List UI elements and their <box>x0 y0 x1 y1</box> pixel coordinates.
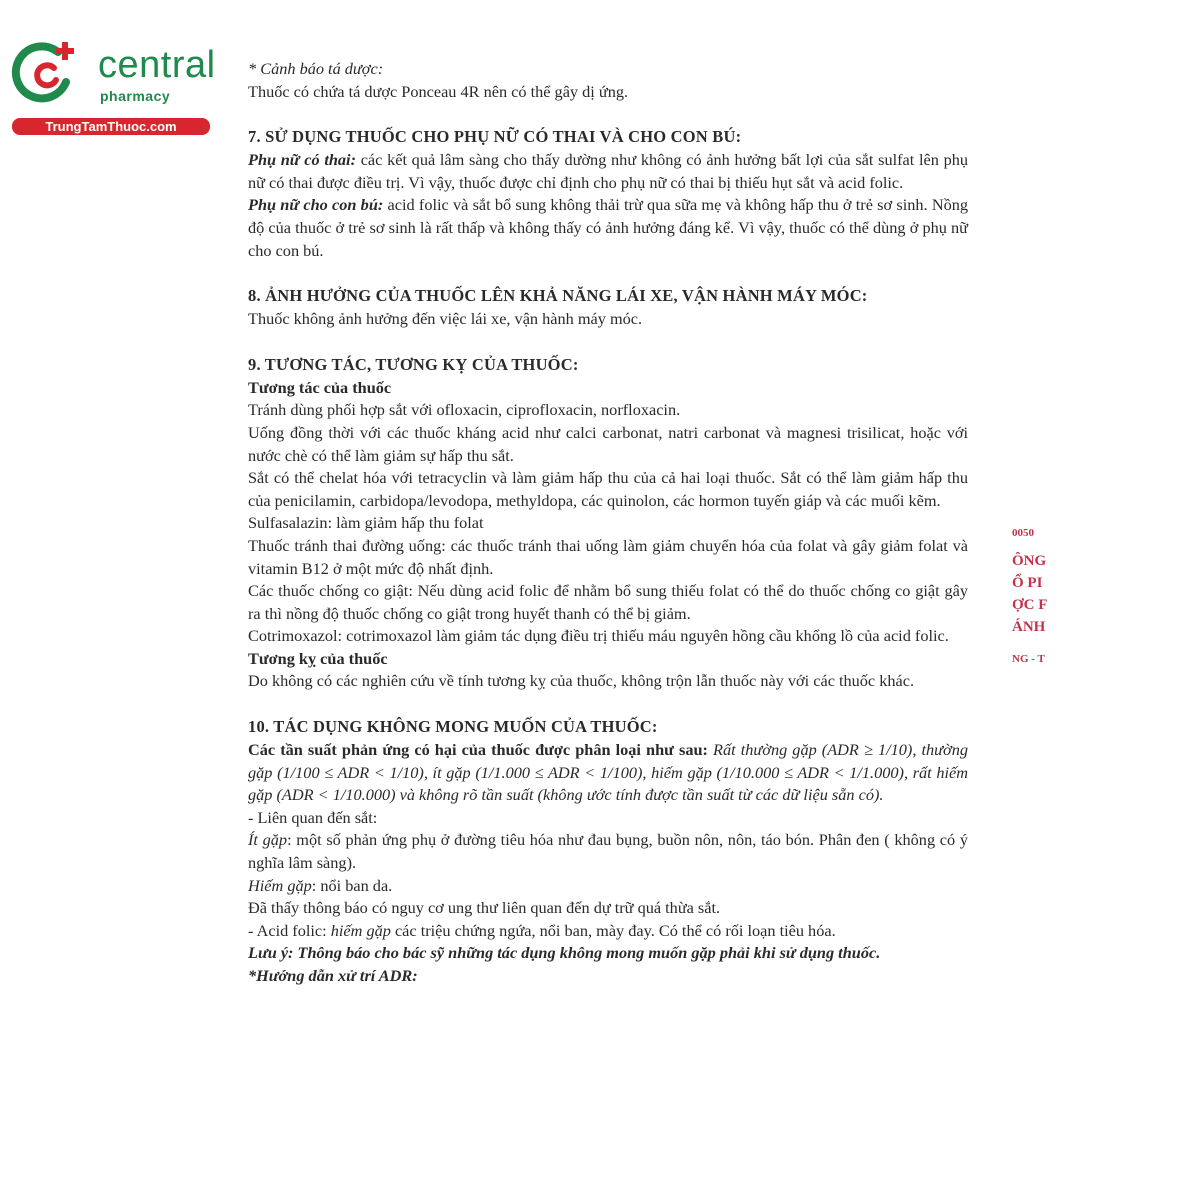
interaction-paragraph: Thuốc tránh thai đường uống: các thuốc tránh thai uống làm giảm chuyển hóa của folat và gây giảm folat và vitamin B12 ở một mức độ nhất định. <box>248 535 968 578</box>
official-stamp-fragment <box>1012 522 1052 682</box>
adr-handling-title: *Hướng dẫn xử trí ADR: <box>248 966 418 985</box>
pharmacy-cross-logo-icon <box>10 38 78 106</box>
incompatibility-subheading: Tương kỵ của thuốc <box>248 648 388 668</box>
iron-uncommon-paragraph <box>248 829 968 874</box>
interactions-subheading: Tương tác của thuốc <box>248 377 392 397</box>
section-10-heading: 10. TÁC DỤNG KHÔNG MONG MUỐN CỦA THUỐC: <box>248 717 658 737</box>
brand-logo <box>10 38 215 138</box>
pregnant-label: Phụ nữ có thai: <box>248 150 356 170</box>
folic-text: các triệu chứng ngứa, nổi ban, mày đay. Có thể có rối loạn tiêu hóa. <box>390 920 836 940</box>
section-9-heading: 9. TƯƠNG TÁC, TƯƠNG KỴ CỦA THUỐC: <box>248 354 579 374</box>
rare-label: Hiếm gặp <box>248 875 312 895</box>
stamp-line: NG - T <box>1012 653 1045 665</box>
section-8-heading: 8. ẢNH HƯỞNG CỦA THUỐC LÊN KHẢ NĂNG LÁI XE, VẬN HÀNH MÁY MÓC: <box>248 286 868 306</box>
iron-cancer-paragraph: Đã thấy thông báo có nguy cơ ung thư liên quan đến dự trữ quá thừa sắt. <box>248 898 721 918</box>
brand-website-banner: TrungTamThuoc.com <box>12 118 210 135</box>
adr-note: Lưu ý: Thông báo cho bác sỹ những tác dụng không mong muốn gặp phải khi sử dụng thuốc. <box>248 943 881 963</box>
uncommon-text: : một số phản ứng phụ ở đường tiêu hóa như đau bụng, buồn nôn, nôn, táo bón. Phân đen ( không có ý nghĩa lâm sàng). <box>248 830 969 873</box>
pregnant-text: các kết quả lâm sàng cho thấy dường như không có ảnh hưởng bất lợi của sắt sulfat lên phụ nữ có thai được điều trị. Vì vậy, thuốc được chỉ định cho phụ nữ có thai bị thiếu hụt sắt và acid folic. <box>248 150 968 192</box>
interaction-paragraph: Sắt có thể chelat hóa với tetracyclin và làm giảm hấp thu của cả hai loại thuốc. Sắt có thể làm giảm hấp thu của penicilamin, carbidopa/levodopa, methyldopa, các quinolon, các hormon tuyến giáp và các muối kẽm. <box>248 468 968 510</box>
interaction-paragraph: Sulfasalazin: làm giảm hấp thu folat <box>248 513 484 533</box>
uncommon-label: Ít gặp <box>248 830 288 850</box>
section-7-nursing <box>248 194 968 262</box>
brand-subtitle: pharmacy <box>100 88 171 104</box>
interaction-paragraph: Uống đồng thời với các thuốc kháng acid như calci carbonat, natri carbonat và magnesi trisilicat, hoặc với nước chè có thể làm giảm sự hấp thu sắt. <box>248 422 968 465</box>
stamp-line: ÁNH <box>1012 619 1046 635</box>
stamp-line: ÔNG <box>1012 553 1047 569</box>
stamp-line: ỢC F <box>1012 597 1048 613</box>
section-7-heading: 7. SỬ DỤNG THUỐC CHO PHỤ NỮ CÓ THAI VÀ CHO CON BÚ: <box>248 127 742 147</box>
nursing-label: Phụ nữ cho con bú: <box>248 195 384 215</box>
iron-related-title: - Liên quan đến sắt: <box>248 807 378 827</box>
folic-prefix: - Acid folic: <box>248 920 331 940</box>
adr-frequency-paragraph <box>248 739 968 807</box>
adr-frequency-text: Rất thường gặp (ADR ≥ 1/10), thường gặp (1/100 ≤ ADR < 1/10), ít gặp (1/1.000 ≤ ADR < 1/100), hiếm gặp (1/10.000 ≤ ADR < 1/1.000), rất hiếm gặp (ADR < 1/10.000) và không rõ tần suất (không ước tính được tần suất từ các dữ liệu sẵn có). <box>248 740 968 805</box>
brand-name: central <box>98 44 216 86</box>
stamp-line: Ổ PI <box>1012 575 1043 591</box>
section-7-pregnant <box>248 149 968 194</box>
nursing-text: acid folic và sắt bổ sung không thải trừ qua sữa mẹ và không hấp thu ở trẻ sơ sinh. Nồng độ của thuốc ở trẻ sơ sinh là rất thấp và không thấy có ảnh hưởng đáng kể. Vì vậy, thuốc có thể dùng ở phụ nữ cho con bú. <box>248 195 968 260</box>
leaflet-text <box>248 58 968 988</box>
folic-rare-label: hiếm gặp <box>330 920 391 940</box>
folic-acid-paragraph <box>248 920 968 943</box>
iron-rare-paragraph <box>248 875 968 898</box>
incompatibility-paragraph: Do không có các nghiên cứu về tính tương kỵ của thuốc, không trộn lẫn thuốc này với các thuốc khác. <box>248 671 915 691</box>
adr-frequency-label: Các tần suất phản ứng có hại của thuốc được phân loại như sau: <box>248 740 708 760</box>
interaction-paragraph: Các thuốc chống co giật: Nếu dùng acid folic để nhằm bổ sung thiếu folat có thể do thuốc chống co giật gây ra thì nồng độ thuốc chống co giật trong huyết thanh có thể bị giảm. <box>248 581 968 623</box>
interaction-paragraph: Tránh dùng phối hợp sắt với ofloxacin, ciprofloxacin, norfloxacin. <box>248 400 681 420</box>
section-8-text: Thuốc không ảnh hưởng đến việc lái xe, vận hành máy móc. <box>248 309 643 329</box>
excipient-warning-title: * Cảnh báo tá dược: <box>248 59 384 78</box>
rare-text: : nổi ban da. <box>311 875 393 895</box>
excipient-warning-text: Thuốc có chứa tá dược Ponceau 4R nên có thể gây dị ứng. <box>248 81 629 101</box>
stamp-line: 0050 <box>1012 527 1034 539</box>
interaction-paragraph: Cotrimoxazol: cotrimoxazol làm giảm tác dụng điều trị thiếu máu nguyên hồng cầu khổng lồ của acid folic. <box>248 626 949 646</box>
